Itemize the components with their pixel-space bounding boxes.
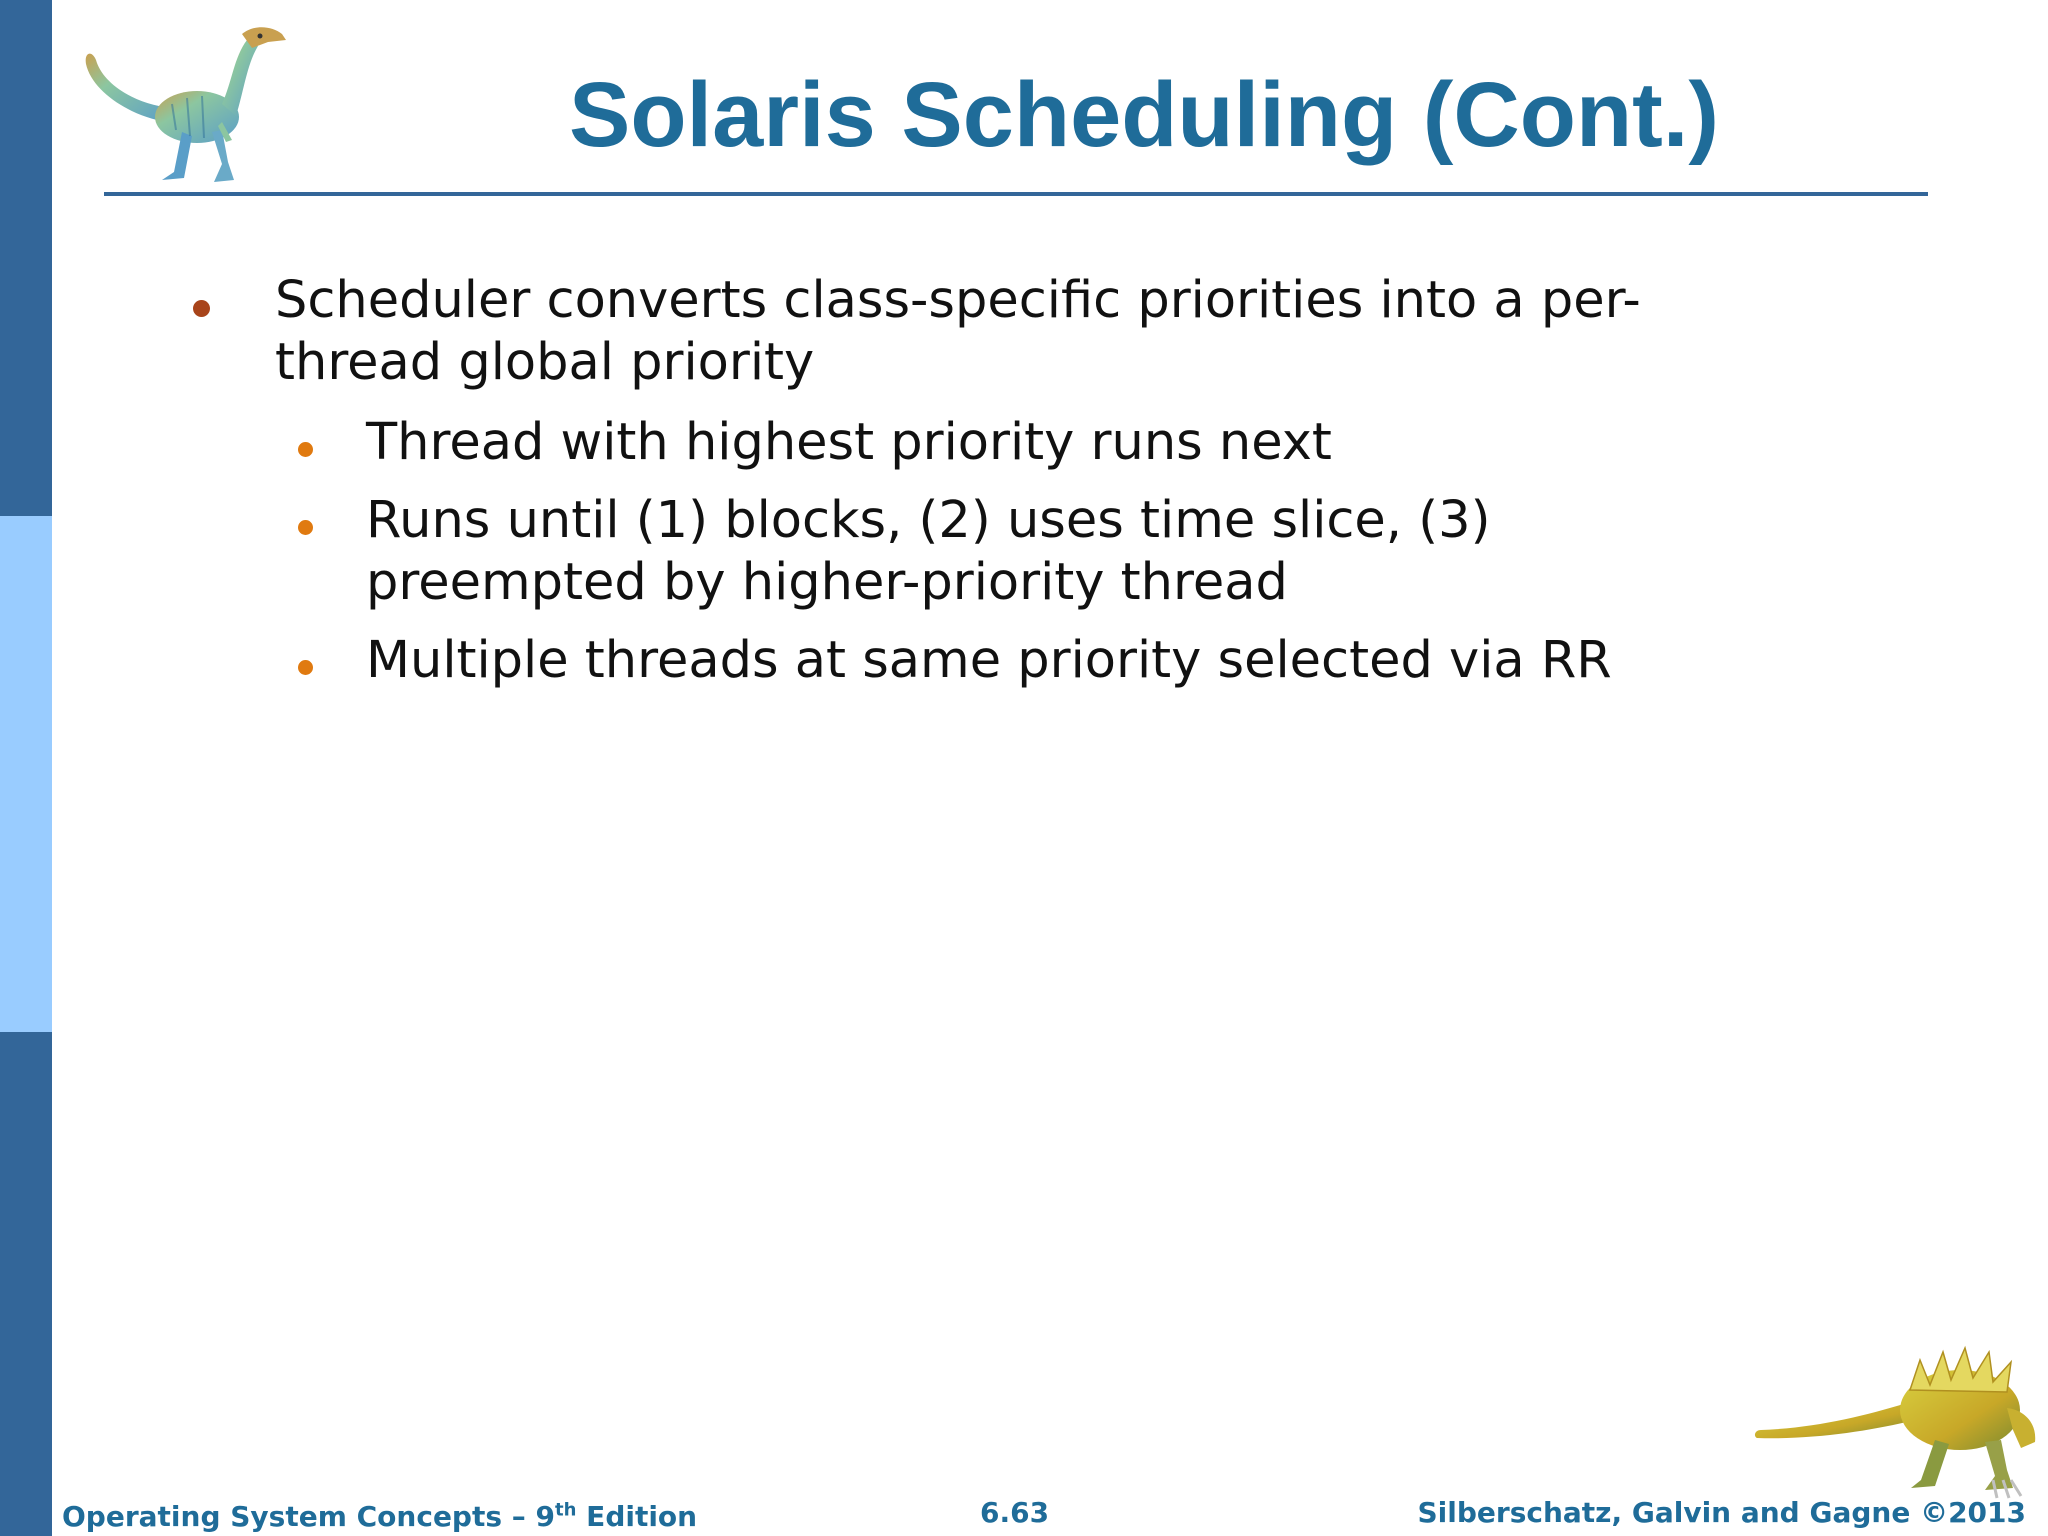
bullet-item xyxy=(150,270,1750,394)
bullet-text: Scheduler converts class-specific priorities into a per-thread global priority xyxy=(275,271,1641,392)
footer-authors: Silberschatz, Galvin and Gagne ©2013 xyxy=(1417,1496,2026,1529)
bullet-text: Thread with highest priority runs next xyxy=(366,413,1332,472)
bullet-dot-icon xyxy=(298,520,313,535)
footer-edition-label: Edition xyxy=(576,1500,698,1533)
sub-bullet-item xyxy=(150,490,1750,614)
sub-bullet-item xyxy=(150,630,1750,692)
sidebar-band-bottom xyxy=(0,1032,52,1536)
footer-page-number: 6.63 xyxy=(980,1496,1050,1529)
footer-edition-sup: th xyxy=(555,1499,577,1521)
slide-title: Solaris Scheduling (Cont.) xyxy=(568,64,1720,166)
bullet-dot-icon xyxy=(298,442,313,457)
bullet-dot-icon xyxy=(298,660,313,675)
bullet-text: Runs until (1) blocks, (2) uses time slice, (3) preempted by higher-priority thread xyxy=(366,491,1491,612)
sidebar-band-top xyxy=(0,0,52,516)
title-divider xyxy=(104,192,1928,196)
sidebar-band-middle xyxy=(0,516,52,1032)
footer-book-title xyxy=(62,1500,697,1534)
bullet-list xyxy=(150,270,1750,708)
sub-bullet-item xyxy=(150,412,1750,474)
footer-book-title-text: Operating System Concepts – 9 xyxy=(62,1500,556,1533)
bullet-text: Multiple threads at same priority selected via RR xyxy=(366,631,1612,690)
bullet-dot-icon xyxy=(193,300,210,317)
dinosaur-icon xyxy=(1745,1330,2045,1500)
